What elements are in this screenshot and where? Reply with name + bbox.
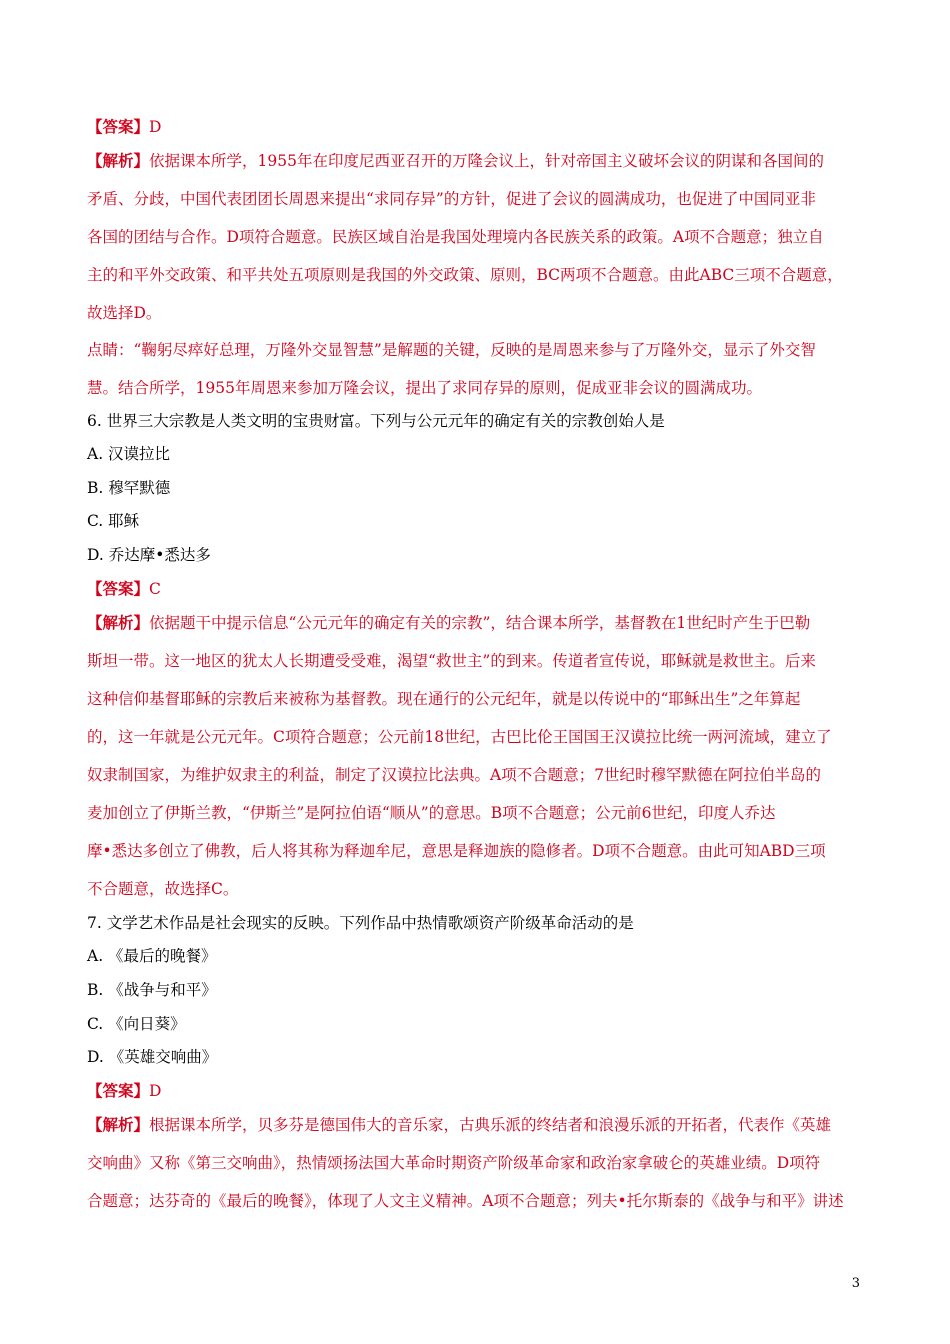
answer-value: C: [149, 580, 161, 598]
page-number: 3: [851, 1276, 860, 1291]
analysis-tag: 【解析】: [87, 1115, 150, 1134]
q5-analysis-line: 矛盾、分歧，中国代表团团长周恩来提出“求同存异”的方针，促进了会议的圆满成功，也促进了中国同亚非: [87, 190, 816, 208]
q5-answer: [87, 117, 867, 137]
answer-tag: 【答案】: [87, 579, 150, 598]
q7-analysis-line: 交响曲》又称《第三交响曲》，热情颂扬法国大革命时期资产阶级革命家和政治家拿破仑的英雄业绩。D项符: [87, 1154, 821, 1172]
q6-analysis-line: 【解析】依据题干中提示信息“公元元年的确定有关的宗教”，结合课本所学，基督教在1世纪时产生于巴勒: [87, 613, 811, 632]
q6-analysis-line: 奴隶制国家，为维护奴隶主的利益，制定了汉谟拉比法典。A项不合题意；7世纪时穆罕默德在阿拉伯半岛的: [87, 766, 822, 784]
analysis-tag: 【解析】: [87, 613, 150, 632]
q6-option-a: A. 汉谟拉比: [87, 445, 171, 463]
q7-analysis-line: 合题意；达芬奇的《最后的晚餐》，体现了人文主义精神。A项不合题意；列夫•托尔斯泰的《战争与和平》讲述: [87, 1192, 844, 1210]
q7-question: 7. 文学艺术作品是社会现实的反映。下列作品中热情歌颂资产阶级革命活动的是: [87, 914, 634, 932]
answer-tag: 【答案】: [87, 1081, 150, 1100]
q7-answer: [87, 1081, 867, 1101]
q6-analysis-line: 这种信仰基督耶稣的宗教后来被称为基督教。现在通行的公元纪年，就是以传说中的“耶稣出生”之年算起: [87, 690, 801, 708]
q6-option-b: B. 穆罕默德: [87, 479, 171, 497]
q6-analysis-line: 不合题意，故选择C。: [87, 880, 239, 898]
q5-point-line: 点睛：“鞠躬尽瘁好总理，万隆外交显智慧”是解题的关键，反映的是周恩来参与了万隆外交，显示了外交智: [87, 341, 816, 359]
q7-option-c: C. 《向日葵》: [87, 1015, 186, 1033]
analysis-tag: 【解析】: [87, 151, 150, 170]
q6-analysis-line: 斯坦一带。这一地区的犹太人长期遭受受难，渴望“救世主”的到来。传道者宣传说，耶稣就是救世主。后来: [87, 652, 816, 670]
q6-analysis-line: 摩•悉达多创立了佛教，后人将其称为释迦牟尼，意思是释迦族的隐修者。D项不合题意。由此可知ABD三项: [87, 842, 826, 860]
answer-tag: 【答案】: [87, 117, 150, 136]
q5-analysis-line: 【解析】依据课本所学，1955年在印度尼西亚召开的万隆会议上，针对帝国主义破坏会议的阴谋和各国间的: [87, 151, 824, 170]
answer-value: D: [149, 1082, 162, 1100]
q6-analysis-line: 麦加创立了伊斯兰教，“伊斯兰”是阿拉伯语“顺从”的意思。B项不合题意；公元前6世纪，印度人乔达: [87, 804, 776, 822]
q7-analysis-line: 【解析】根据课本所学，贝多芬是德国伟大的音乐家，古典乐派的终结者和浪漫乐派的开拓者，代表作《英雄: [87, 1115, 832, 1134]
answer-value: D: [149, 118, 162, 136]
q7-option-d: D. 《英雄交响曲》: [87, 1048, 218, 1066]
q6-answer: [87, 579, 867, 599]
q5-analysis-line: 主的和平外交政策、和平共处五项原则是我国的外交政策、原则，BC两项不合题意。由此ABC三项不合题意，: [87, 266, 843, 284]
q7-option-b: B. 《战争与和平》: [87, 981, 217, 999]
q6-analysis-line: 的，这一年就是公元元年。C项符合题意；公元前18世纪，古巴比伦王国国王汉谟拉比统一两河流域，建立了: [87, 728, 832, 746]
q6-option-d: D. 乔达摩•悉达多: [87, 546, 211, 564]
q5-analysis-line: 故选择D。: [87, 304, 162, 322]
q5-point-line: 慧。结合所学，1955年周恩来参加万隆会议，提出了求同存异的原则，促成亚非会议的圆满成功。: [87, 379, 762, 397]
q6-question: 6. 世界三大宗教是人类文明的宝贵财富。下列与公元元年的确定有关的宗教创始人是: [87, 412, 665, 430]
q7-option-a: A. 《最后的晚餐》: [87, 947, 217, 965]
q6-option-c: C. 耶稣: [87, 512, 140, 530]
q5-analysis-line: 各国的团结与合作。D项符合题意。民族区域自治是我国处理境内各民族关系的政策。A项不合题意；独立自: [87, 228, 824, 246]
